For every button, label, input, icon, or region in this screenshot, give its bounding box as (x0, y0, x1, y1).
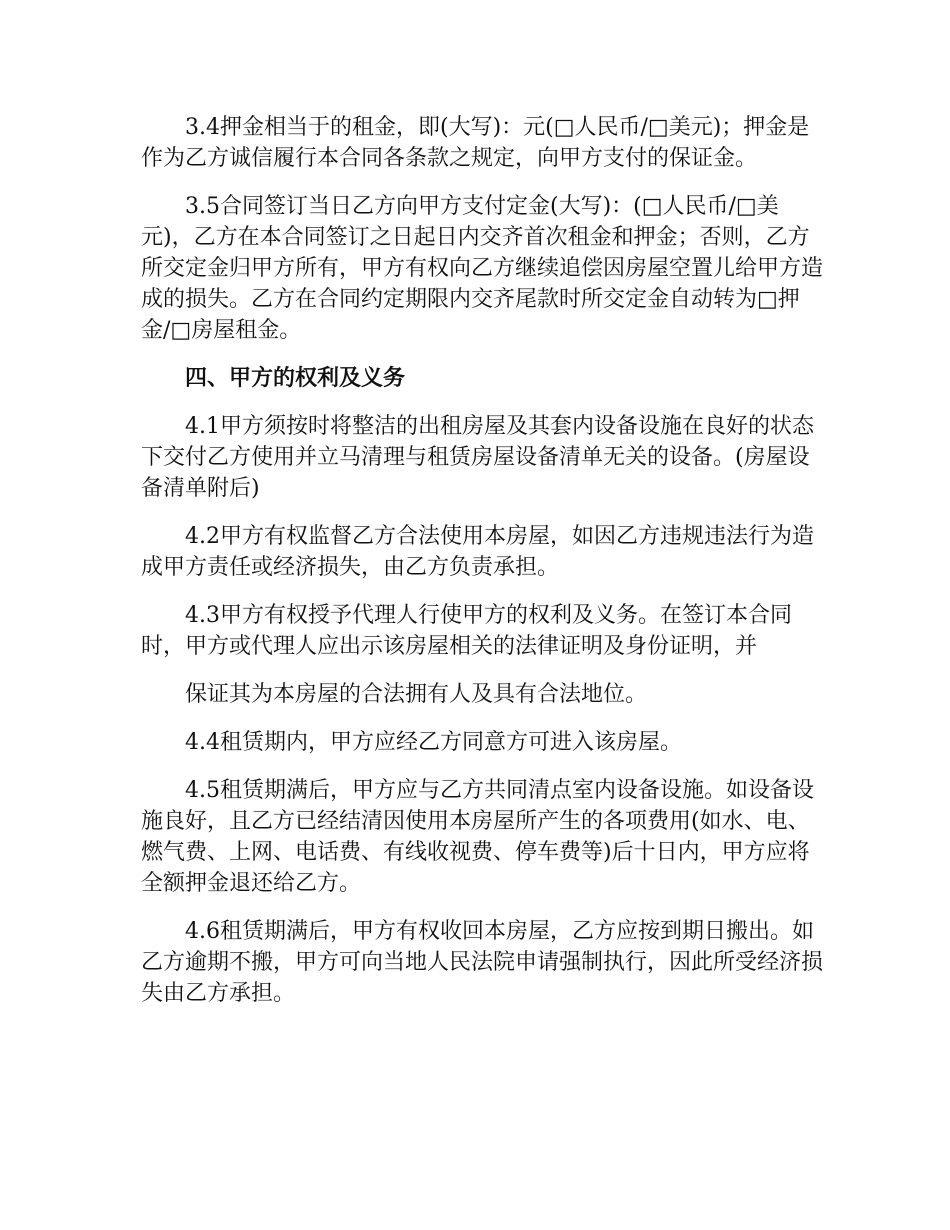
section-heading-4: 四、甲方的权利及义务 (185, 365, 406, 391)
clause-3-5: 3.5合同签订当日乙方向甲方支付定金(大写)：(□人民币/□美元)，乙方在本合同签订之日起日内交齐首次租金和押金；否则，乙方所交定金归甲方所有，甲方有权向乙方继续追偿因房屋空置儿给甲方造成的损失。乙方在合同约定期限内交齐尾款时所交定金自动转为□押金/□房屋租金。 (141, 194, 824, 343)
document-page (141, 112, 829, 1026)
clause-4-3-continuation: 保证其为本房屋的合法拥有人及具有合法地位。 (185, 682, 648, 707)
clause-4-5: 4.5租赁期满后，甲方应与乙方共同清点室内设备设施。如设备设施良好，且乙方已经结清因使用本房屋所产生的各项费用(如水、电、燃气费、上网、电话费、有线收视费、停车费等)后十日内，甲方应将全额押金退还给乙方。 (141, 778, 814, 896)
clause-4-6: 4.6租赁期满后，甲方有权收回本房屋，乙方应按到期日搬出。如乙方逾期不搬，甲方可向当地人民法院申请强制执行，因此所受经济损失由乙方承担。 (141, 919, 824, 1006)
clause-3-4: 3.4押金相当于的租金，即(大写)：元(□人民币/□美元)；押金是作为乙方诚信履行本合同各条款之规定，向甲方支付的保证金。 (141, 115, 810, 171)
clause-4-3: 4.3甲方有权授予代理人行使甲方的权利及义务。在签订本合同时，甲方或代理人应出示该房屋相关的法律证明及身份证明，并 (141, 603, 792, 659)
clause-4-1: 4.1甲方须按时将整洁的出租房屋及其套内设备设施在良好的状态下交付乙方使用并立马清理与租赁房屋设备清单无关的设备。(房屋设备清单附后) (141, 414, 814, 501)
clause-4-2: 4.2甲方有权监督乙方合法使用本房屋，如因乙方违规违法行为造成甲方责任或经济损失，由乙方负责承担。 (141, 524, 814, 580)
clause-4-4: 4.4租赁期内，甲方应经乙方同意方可进入该房屋。 (185, 730, 682, 755)
